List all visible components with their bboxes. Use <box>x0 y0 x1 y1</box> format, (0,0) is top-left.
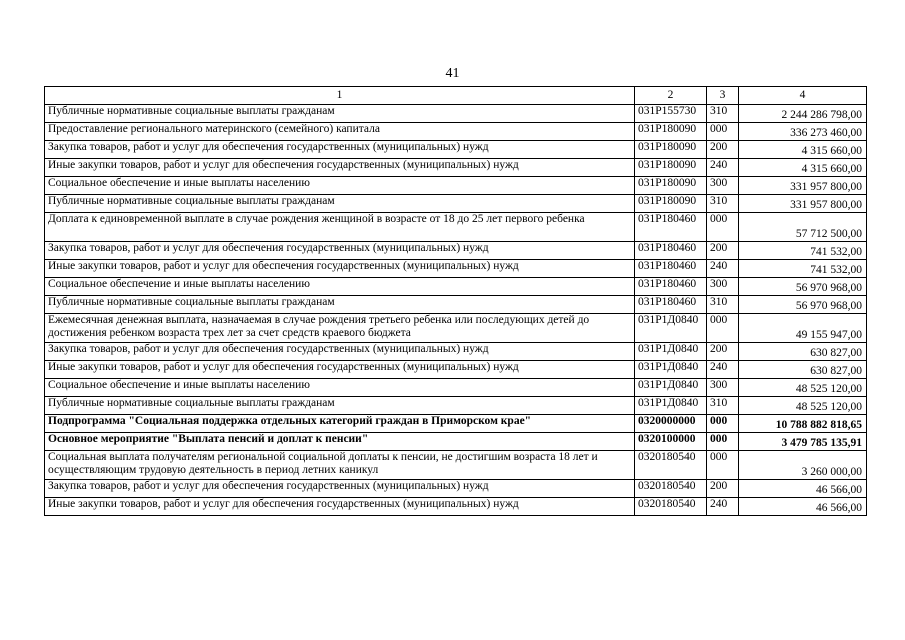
row-code: 031P180460 <box>635 260 707 278</box>
row-type: 200 <box>707 480 739 498</box>
row-amount: 48 525 120,00 <box>739 379 867 397</box>
table-row <box>45 260 867 278</box>
row-code: 031P1Д0840 <box>635 397 707 415</box>
budget-table <box>44 86 867 516</box>
row-type: 200 <box>707 343 739 361</box>
row-name: Публичные нормативные социальные выплаты гражданам <box>45 195 635 213</box>
header-col-2: 2 <box>635 87 707 105</box>
row-amount: 57 712 500,00 <box>739 213 867 242</box>
table-row <box>45 433 867 451</box>
row-amount: 48 525 120,00 <box>739 397 867 415</box>
row-type: 310 <box>707 296 739 314</box>
row-code: 031P180460 <box>635 278 707 296</box>
row-name: Закупка товаров, работ и услуг для обеспечения государственных (муниципальных) нужд <box>45 480 635 498</box>
table-row <box>45 343 867 361</box>
row-code: 031P1Д0840 <box>635 379 707 397</box>
row-code: 031P180090 <box>635 195 707 213</box>
row-type: 310 <box>707 195 739 213</box>
row-type: 200 <box>707 242 739 260</box>
header-col-4: 4 <box>739 87 867 105</box>
table-row <box>45 159 867 177</box>
row-name: Иные закупки товаров, работ и услуг для обеспечения государственных (муниципальных) нужд <box>45 361 635 379</box>
row-type: 200 <box>707 141 739 159</box>
table-row <box>45 278 867 296</box>
row-type: 240 <box>707 159 739 177</box>
row-amount: 10 788 882 818,65 <box>739 415 867 433</box>
row-type: 000 <box>707 415 739 433</box>
table-row <box>45 296 867 314</box>
row-name: Иные закупки товаров, работ и услуг для обеспечения государственных (муниципальных) нужд <box>45 260 635 278</box>
row-name: Предоставление регионального материнского (семейного) капитала <box>45 123 635 141</box>
row-type: 000 <box>707 451 739 480</box>
row-type: 240 <box>707 361 739 379</box>
table-row <box>45 480 867 498</box>
row-amount: 4 315 660,00 <box>739 141 867 159</box>
table-row <box>45 141 867 159</box>
row-name: Доплата к единовременной выплате в случае рождения женщиной в возрасте от 18 до 25 лет первого ребенка <box>45 213 635 242</box>
row-name: Иные закупки товаров, работ и услуг для обеспечения государственных (муниципальных) нужд <box>45 498 635 516</box>
row-name: Социальная выплата получателям региональной социальной доплаты к пенсии, не достигшим возраста 18 лет и осуществляющим трудовую деятельность в период летних каникул <box>45 451 635 480</box>
row-type: 300 <box>707 379 739 397</box>
row-amount: 46 566,00 <box>739 480 867 498</box>
row-type: 000 <box>707 433 739 451</box>
row-code: 0320000000 <box>635 415 707 433</box>
row-name: Публичные нормативные социальные выплаты гражданам <box>45 397 635 415</box>
row-name: Публичные нормативные социальные выплаты гражданам <box>45 105 635 123</box>
row-name: Закупка товаров, работ и услуг для обеспечения государственных (муниципальных) нужд <box>45 141 635 159</box>
row-name: Основное мероприятие "Выплата пенсий и доплат к пенсии" <box>45 433 635 451</box>
table-row <box>45 415 867 433</box>
row-name: Ежемесячная денежная выплата, назначаемая в случае рождения третьего ребенка или последующих детей до достижения ребенком возраста трех лет за счет средств краевого бюджета <box>45 314 635 343</box>
row-code: 031P1Д0840 <box>635 314 707 343</box>
row-amount: 630 827,00 <box>739 361 867 379</box>
row-name: Социальное обеспечение и иные выплаты населению <box>45 379 635 397</box>
row-code: 0320100000 <box>635 433 707 451</box>
row-amount: 4 315 660,00 <box>739 159 867 177</box>
header-col-1: 1 <box>45 87 635 105</box>
table-row <box>45 379 867 397</box>
row-type: 240 <box>707 498 739 516</box>
row-code: 031P180460 <box>635 296 707 314</box>
table-row <box>45 314 867 343</box>
row-amount: 49 155 947,00 <box>739 314 867 343</box>
row-type: 240 <box>707 260 739 278</box>
row-code: 031P1Д0840 <box>635 343 707 361</box>
row-type: 310 <box>707 397 739 415</box>
row-code: 031P180090 <box>635 141 707 159</box>
row-code: 0320180540 <box>635 498 707 516</box>
row-amount: 331 957 800,00 <box>739 195 867 213</box>
row-amount: 630 827,00 <box>739 343 867 361</box>
row-name: Публичные нормативные социальные выплаты гражданам <box>45 296 635 314</box>
row-code: 0320180540 <box>635 451 707 480</box>
row-name: Социальное обеспечение и иные выплаты населению <box>45 177 635 195</box>
row-type: 000 <box>707 123 739 141</box>
table-row <box>45 177 867 195</box>
row-type: 000 <box>707 213 739 242</box>
budget-table-body <box>45 87 867 516</box>
row-code: 031P180090 <box>635 177 707 195</box>
row-code: 031P180460 <box>635 213 707 242</box>
row-code: 0320180540 <box>635 480 707 498</box>
row-code: 031P180460 <box>635 242 707 260</box>
row-type: 300 <box>707 278 739 296</box>
row-name: Подпрограмма "Социальная поддержка отдельных категорий граждан в Приморском крае" <box>45 415 635 433</box>
row-amount: 56 970 968,00 <box>739 278 867 296</box>
table-row <box>45 498 867 516</box>
row-name: Закупка товаров, работ и услуг для обеспечения государственных (муниципальных) нужд <box>45 242 635 260</box>
row-code: 031P1Д0840 <box>635 361 707 379</box>
row-code: 031P180090 <box>635 123 707 141</box>
row-amount: 3 479 785 135,91 <box>739 433 867 451</box>
row-name: Иные закупки товаров, работ и услуг для обеспечения государственных (муниципальных) нужд <box>45 159 635 177</box>
table-row <box>45 397 867 415</box>
table-row <box>45 361 867 379</box>
row-name: Закупка товаров, работ и услуг для обеспечения государственных (муниципальных) нужд <box>45 343 635 361</box>
table-row <box>45 123 867 141</box>
header-col-3: 3 <box>707 87 739 105</box>
row-amount: 331 957 800,00 <box>739 177 867 195</box>
table-row <box>45 451 867 480</box>
row-name: Социальное обеспечение и иные выплаты населению <box>45 278 635 296</box>
table-row <box>45 213 867 242</box>
row-amount: 56 970 968,00 <box>739 296 867 314</box>
table-header-row <box>45 87 867 105</box>
row-type: 300 <box>707 177 739 195</box>
row-code: 031P180090 <box>635 159 707 177</box>
row-amount: 3 260 000,00 <box>739 451 867 480</box>
table-row <box>45 195 867 213</box>
table-row <box>45 242 867 260</box>
row-type: 310 <box>707 105 739 123</box>
row-amount: 336 273 460,00 <box>739 123 867 141</box>
row-amount: 741 532,00 <box>739 242 867 260</box>
row-amount: 741 532,00 <box>739 260 867 278</box>
row-type: 000 <box>707 314 739 343</box>
page-number: 41 <box>445 66 460 81</box>
row-amount: 2 244 286 798,00 <box>739 105 867 123</box>
row-amount: 46 566,00 <box>739 498 867 516</box>
table-row <box>45 105 867 123</box>
row-code: 031P155730 <box>635 105 707 123</box>
